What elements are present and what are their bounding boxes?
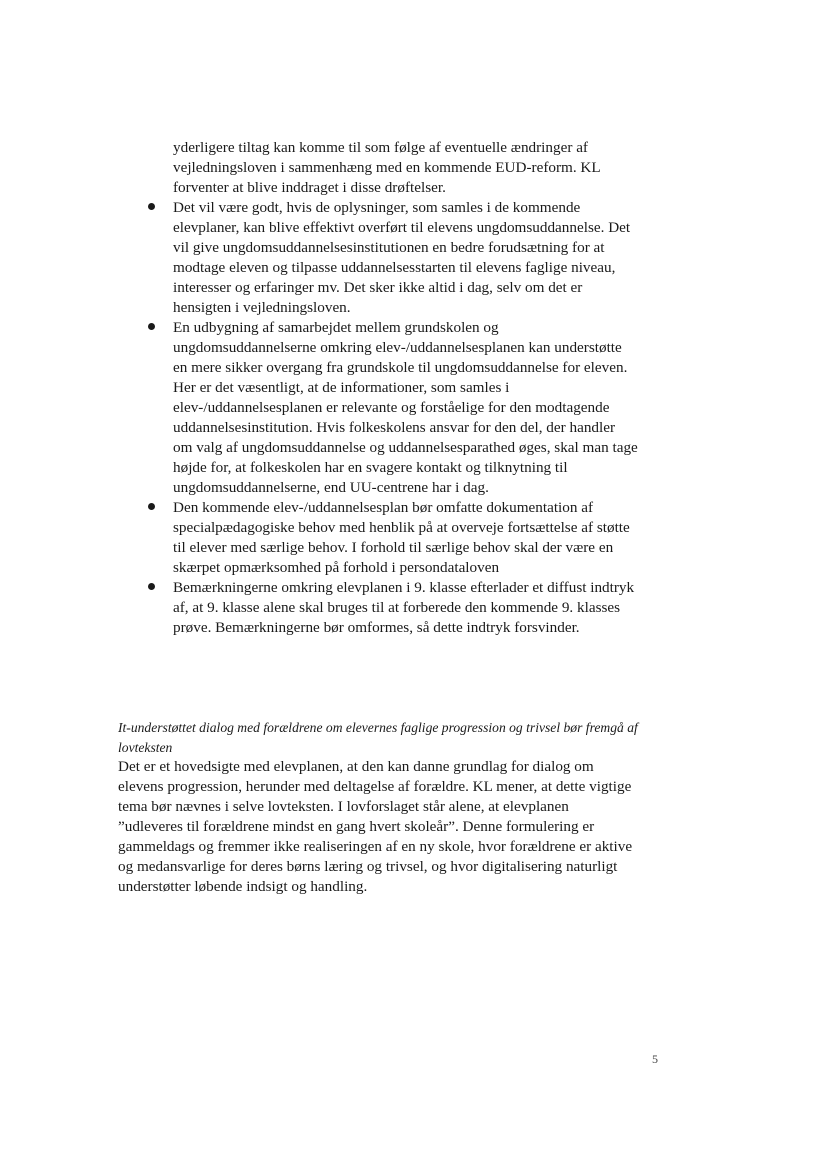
bullet-text: Den kommende elev-/uddannelsesplan bør omfatte dokumentation af specialpædagogiske behov med henblik på at overveje fortsættelse af støtte til elever med særlige behov. I forhold til særlige behov skal der være en skærpet opmærksomhed på forhold i persondataloven — [173, 499, 630, 576]
bullet-dot-icon — [148, 323, 155, 330]
bullet-text: Det vil være godt, hvis de oplysninger, som samles i de kommende elevplaner, kan blive effektivt overført til elevens ungdomsuddannelse. Det vil give ungdomsuddannelsesinstitutionen en bedre forudsætning for at modtage eleven og tilpasse uddannelsesstarten til elevens faglige niveau, interesser og erfaringer mv. Det sker ikke altid i dag, selv om det er hensigten i vejledningsloven. — [173, 199, 631, 316]
bullet-dot-icon — [148, 203, 155, 210]
body-paragraph: Det er et hovedsigte med elevplanen, at den kan danne grundlag for dialog om elevens progression, herunder med deltagelse af forældre. KL mener, at dette vigtige tema bør nævnes i selve lovteksten. I lovforslaget står alene, at elevplanen ”udleveres til forældrene mindst en gang hvert skoleår”. Denne formulering er gammeldags og fremmer ikke realiseringen af en ny skole, hvor forældrene er aktive og medansvarlige for deres børns læring og trivsel, og hvor digitalisering naturligt understøtter løbende indsigt og handling. — [118, 758, 633, 895]
bullet-text: Bemærkningerne omkring elevplanen i 9. klasse efterlader et diffust indtryk af, at 9. klasse alene skal bruges til at forberede den kommende 9. klasses prøve. Bemærkningerne bør omformes, så dette indtryk forsvinder. — [173, 579, 635, 636]
bullet-item — [118, 578, 638, 638]
bullet-text: En udbygning af samarbejdet mellem grundskolen og ungdomsuddannelserne omkring elev-/uddannelsesplanen kan understøtte en mere sikker overgang fra grundskole til ungdomsuddannelse for eleven. Her er det væsentligt, at de informationer, som samles i elev-/uddannelsesplanen er relevante og forståelige for den modtagende uddannelsesinstitution. Hvis folkeskolens ansvar for den del, der handler om valg af ungdomsuddannelse og uddannelsesparathed øges, skal man tage højde for, at folkeskolen har en svagere kontakt og tilknytning til ungdomsuddannelserne, end UU-centrene har i dag. — [173, 319, 638, 496]
bullet-item — [118, 498, 638, 578]
bullet-dot-icon — [148, 503, 155, 510]
page-number: 5 — [652, 1052, 658, 1066]
section-heading: It-understøttet dialog med forældrene om elevernes faglige progression og trivsel bør fremgå af lovteksten — [118, 720, 638, 755]
continuation-paragraph: yderligere tiltag kan komme til som følge af eventuelle ændringer af vejledningsloven i sammenhæng med en kommende EUD-reform. KL forventer at blive inddraget i disse drøftelser. — [173, 139, 601, 196]
bullet-list — [118, 198, 638, 638]
bullet-item — [118, 198, 638, 318]
bullet-item — [118, 318, 638, 498]
bullet-dot-icon — [148, 583, 155, 590]
